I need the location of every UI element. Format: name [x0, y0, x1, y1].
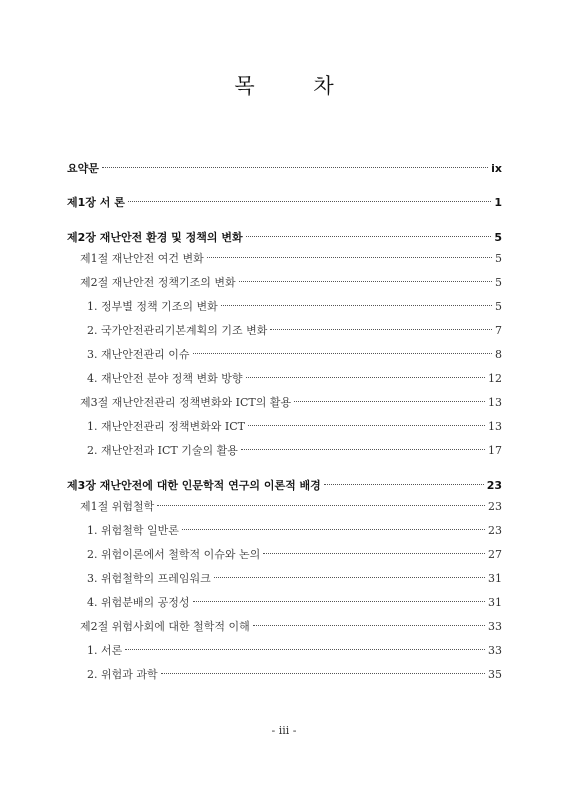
- toc-entry-label: 2. 국가안전관리기본계획의 기조 변화: [87, 324, 268, 337]
- toc-entry-label: 3. 위험철학의 프레임워크: [87, 572, 211, 585]
- dot-leader: [246, 377, 486, 378]
- toc-entry-page: 17: [488, 444, 502, 457]
- toc-entry-item[interactable]: [67, 546, 502, 562]
- toc-entry-label: 요약문: [67, 162, 99, 175]
- toc-entry-item[interactable]: [67, 298, 502, 314]
- toc-entry-label: 제1절 위험철학: [80, 500, 155, 513]
- toc-entry-label: 제1절 재난안전 여건 변화: [80, 252, 204, 265]
- toc-entry-chapter-3[interactable]: [67, 477, 502, 493]
- toc-entry-page: 5: [494, 231, 502, 244]
- dot-leader: [161, 673, 485, 674]
- dot-leader: [239, 281, 492, 282]
- dot-leader: [214, 577, 485, 578]
- toc-entry-page: 13: [488, 420, 502, 433]
- page-number-footer: - iii -: [271, 724, 297, 737]
- dot-leader: [193, 601, 486, 602]
- toc-entry-label: 제2절 재난안전 정책기조의 변화: [80, 276, 236, 289]
- toc-entry-page: 8: [495, 348, 502, 361]
- toc-entry-label: 1. 재난안전관리 정책변화와 ICT: [87, 420, 245, 433]
- toc-entry-page: 31: [488, 596, 502, 609]
- toc-entry-label: 1. 위험철학 일반론: [87, 524, 179, 537]
- toc-entry-page: 1: [494, 196, 502, 209]
- toc-entry-page: 23: [486, 479, 502, 492]
- toc-entry-item[interactable]: [67, 666, 502, 682]
- toc-entry-label: 2. 재난안전과 ICT 기술의 활용: [87, 444, 238, 457]
- toc-entry-page: 23: [488, 524, 502, 537]
- toc-entry-page: 27: [488, 548, 502, 561]
- dot-leader: [157, 505, 485, 506]
- dot-leader: [207, 257, 492, 258]
- toc-entry-item[interactable]: [67, 522, 502, 538]
- toc-entry-item[interactable]: [67, 570, 502, 586]
- toc-entry-chapter-2[interactable]: [67, 229, 502, 245]
- dot-leader: [102, 167, 488, 168]
- toc-entry-label: 4. 위험분배의 공정성: [87, 596, 190, 609]
- toc-entry-section-3-2[interactable]: [67, 618, 502, 634]
- toc-entry-item[interactable]: [67, 322, 502, 338]
- dot-leader: [246, 236, 492, 237]
- toc-entry-item[interactable]: [67, 370, 502, 386]
- toc-entry-label: 2. 위험과 과학: [87, 668, 158, 681]
- dot-leader: [241, 449, 485, 450]
- toc-entry-label: 4. 재난안전 분야 정책 변화 방향: [87, 372, 243, 385]
- toc-entry-section-2-3[interactable]: [67, 394, 502, 410]
- toc-entry-item[interactable]: [67, 642, 502, 658]
- toc-entry-label: 제2장 재난안전 환경 및 정책의 변화: [67, 231, 243, 244]
- toc-entry-page: 31: [488, 572, 502, 585]
- toc-entry-summary[interactable]: [67, 160, 502, 176]
- dot-leader: [182, 529, 485, 530]
- dot-leader: [221, 305, 492, 306]
- toc-entry-label: 제3절 재난안전관리 정책변화와 ICT의 활용: [80, 396, 292, 409]
- toc-entry-page: 5: [495, 276, 502, 289]
- toc-entry-section-2-1[interactable]: [67, 250, 502, 266]
- toc-entry-label: 2. 위험이론에서 철학적 이슈와 논의: [87, 548, 261, 561]
- toc-entry-page: 33: [488, 620, 502, 633]
- dot-leader: [125, 649, 485, 650]
- toc-entry-page: 35: [488, 668, 502, 681]
- toc-entry-item[interactable]: [67, 418, 502, 434]
- dot-leader: [324, 484, 484, 485]
- toc-entry-item[interactable]: [67, 594, 502, 610]
- toc-entry-label: 제3장 재난안전에 대한 인문학적 연구의 이론적 배경: [67, 479, 321, 492]
- dot-leader: [248, 425, 485, 426]
- toc-entry-label: 1. 서론: [87, 644, 123, 657]
- dot-leader: [193, 353, 493, 354]
- dot-leader: [270, 329, 492, 330]
- toc-entry-section-3-1[interactable]: [67, 498, 502, 514]
- toc-entry-page: 23: [488, 500, 502, 513]
- toc-entry-chapter-1[interactable]: [67, 194, 502, 210]
- toc-entry-label: 제1장 서 론: [67, 196, 125, 209]
- toc-entry-item[interactable]: [67, 442, 502, 458]
- toc-entry-page: 33: [488, 644, 502, 657]
- toc-entry-label: 1. 정부별 정책 기조의 변화: [87, 300, 218, 313]
- toc-entry-label: 3. 재난안전관리 이슈: [87, 348, 190, 361]
- toc-entry-page: 13: [488, 396, 502, 409]
- toc-entry-section-2-2[interactable]: [67, 274, 502, 290]
- dot-leader: [263, 553, 485, 554]
- toc-entry-page: ix: [491, 162, 502, 175]
- toc-entry-page: 12: [488, 372, 502, 385]
- toc-entry-page: 5: [495, 300, 502, 313]
- dot-leader: [294, 401, 485, 402]
- toc-title: 목 차: [234, 74, 360, 98]
- toc-entry-page: 5: [495, 252, 502, 265]
- toc-entry-item[interactable]: [67, 346, 502, 362]
- dot-leader: [253, 625, 485, 626]
- toc-entry-label: 제2절 위험사회에 대한 철학적 이해: [80, 620, 250, 633]
- toc-entry-page: 7: [495, 324, 502, 337]
- dot-leader: [128, 201, 492, 202]
